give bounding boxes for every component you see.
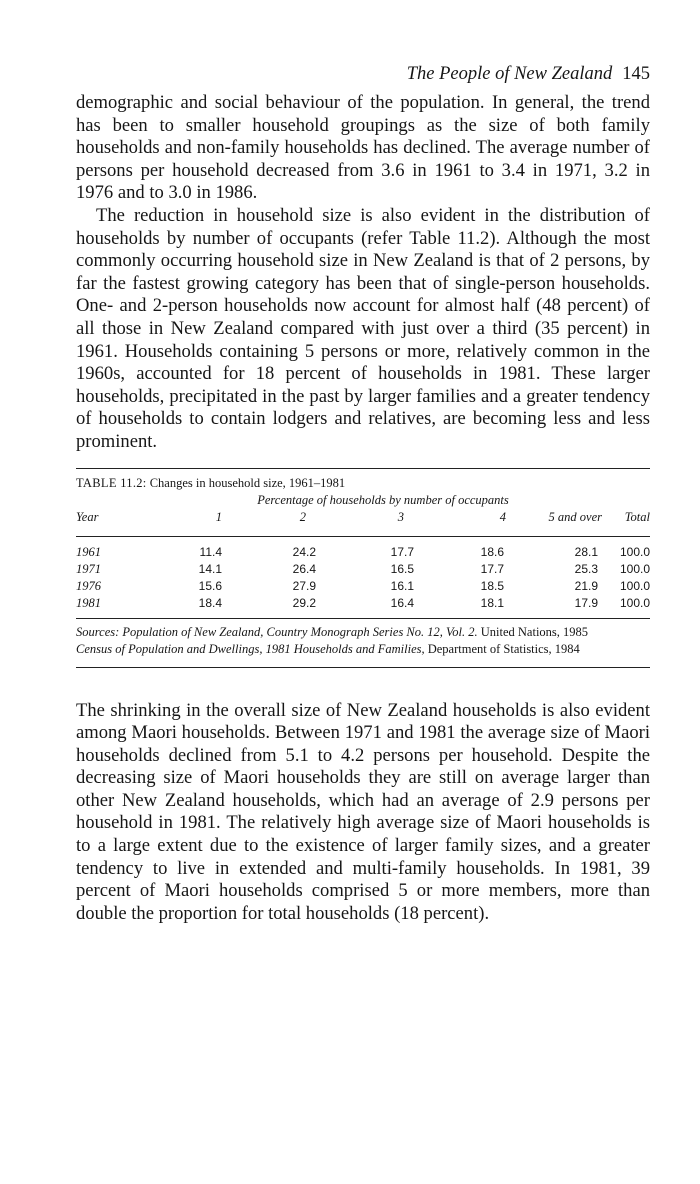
header-5-and-over: 5 and over — [548, 509, 602, 524]
cell: 17.7 — [390, 544, 414, 559]
table-sources — [76, 625, 650, 657]
page-number: 145 — [622, 64, 650, 84]
table-bottom-rule — [76, 667, 650, 668]
cell: 29.2 — [292, 595, 316, 610]
table-row — [76, 537, 650, 561]
header-total: Total — [624, 509, 650, 524]
table-body-rule — [76, 618, 650, 619]
paragraph-2: The reduction in household size is also evident in the distribution of households by number of occupants (refer Table 11.2). Although the most commonly occurring household size in New Zealand is that of 2 persons, by far the fastest growing category has been that of single-person households. One- and 2-person households now account for almost half (48 percent) of all those in New Zealand compared with just over a third (35 percent) in 1961. Households containing 5 persons or more, relatively common in the 1960s, accounted for 18 percent of households in 1981. These larger households, precipitated in the past by larger families and a greater tendency of households to contain lodgers and relatives, are becoming less and less prominent. — [76, 204, 650, 452]
table-header-row — [76, 509, 650, 534]
table-row — [76, 578, 650, 595]
running-head-title: The People of New Zealand — [406, 64, 613, 84]
cell-year: 1981 — [76, 595, 101, 610]
cell: 18.1 — [480, 595, 504, 610]
cell: 18.5 — [480, 578, 504, 593]
cell: 17.7 — [480, 561, 504, 576]
cell: 28.1 — [574, 544, 598, 559]
cell: 16.5 — [390, 561, 414, 576]
cell: 26.4 — [292, 561, 316, 576]
paragraph-1: demographic and social behaviour of the population. In general, the trend has been to smaller household groupings as the size of both family households and non-family households has declined. The average number of persons per household decreased from 3.6 in 1961 to 3.4 in 1971, 3.2 in 1976 and to 3.0 in 1986. — [76, 92, 650, 204]
source-note — [76, 642, 650, 657]
cell: 24.2 — [292, 544, 316, 559]
cell: 16.4 — [390, 595, 414, 610]
header-4: 4 — [499, 509, 506, 524]
table-11-2 — [76, 468, 650, 668]
cell-total: 100.0 — [619, 544, 650, 559]
cell: 18.6 — [480, 544, 504, 559]
cell-year: 1961 — [76, 544, 101, 559]
cell: 18.4 — [198, 595, 222, 610]
paragraph-3: The shrinking in the overall size of New Zealand households is also evident among Maori households. Between 1971 and 1981 the average size of Maori households declined from 5.1 to 4.2 persons per household. Despite the decreasing size of Maori households they are still on average larger than other New Zealand households, which had an average of 2.9 persons per household in 1981. The relatively high average size of Maori households is to a large extent due to the existence of larger family sizes, and a greater tendency to live in extended and multi-family households. In 1981, 39 percent of Maori households comprised 5 or more members, more than double the proportion for total households (18 percent). — [76, 699, 650, 924]
cell-total: 100.0 — [619, 578, 650, 593]
cell: 15.6 — [198, 578, 222, 593]
cell: 14.1 — [198, 561, 222, 576]
table-label: TABLE 11.2: — [76, 475, 147, 490]
table-row — [76, 561, 650, 578]
source-lead: Sources: — [76, 624, 120, 639]
cell: 27.9 — [292, 578, 316, 593]
cell-total: 100.0 — [619, 595, 650, 610]
cell-year: 1971 — [76, 561, 101, 576]
source-publisher: United Nations, 1985 — [480, 624, 589, 639]
source-publisher: Department of Statistics, 1984 — [427, 641, 580, 656]
source-note — [76, 625, 650, 640]
book-page — [76, 62, 650, 925]
source-title: Population of New Zealand, Country Monograph Series No. 12, Vol. 2. — [122, 624, 478, 639]
table-spanner-heading: Percentage of households by number of occupants — [257, 492, 509, 507]
cell: 16.1 — [390, 578, 414, 593]
header-1: 1 — [215, 509, 222, 524]
cell: 25.3 — [574, 561, 598, 576]
table-row — [76, 595, 650, 612]
running-head — [76, 62, 650, 92]
header-year: Year — [76, 509, 99, 524]
table-grid — [76, 509, 650, 612]
table-title: Changes in household size, 1961–1981 — [149, 475, 346, 490]
cell-year: 1976 — [76, 578, 101, 593]
header-2: 2 — [299, 509, 306, 524]
cell-total: 100.0 — [619, 561, 650, 576]
cell: 21.9 — [574, 578, 598, 593]
header-3: 3 — [397, 509, 404, 524]
source-title: Census of Population and Dwellings, 1981 Households and Families, — [76, 641, 425, 656]
cell: 17.9 — [574, 595, 598, 610]
table-top-rule — [76, 468, 650, 469]
table-caption — [76, 475, 650, 492]
cell: 11.4 — [199, 544, 222, 559]
